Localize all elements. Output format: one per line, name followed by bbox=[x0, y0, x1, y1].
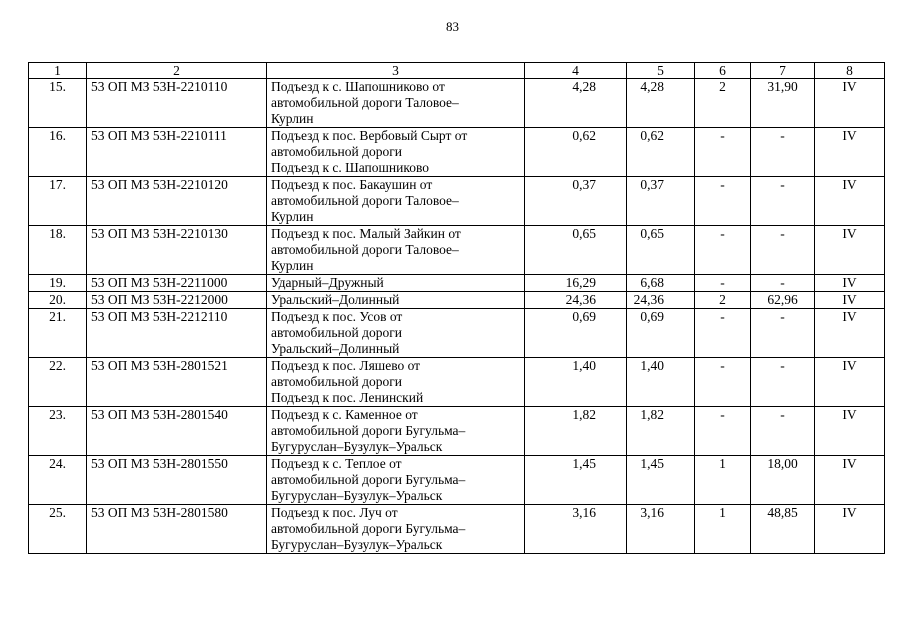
road-name bbox=[267, 275, 525, 292]
value-col-6: - bbox=[695, 358, 751, 407]
road-name bbox=[267, 309, 525, 358]
road-code: 53 ОП МЗ 53Н-2212110 bbox=[87, 309, 267, 358]
road-code: 53 ОП МЗ 53Н-2212000 bbox=[87, 292, 267, 309]
value-col-6: - bbox=[695, 275, 751, 292]
table-row bbox=[29, 456, 885, 505]
value-col-7: - bbox=[751, 177, 815, 226]
value-col-6: - bbox=[695, 128, 751, 177]
value-col-4: 0,65 bbox=[525, 226, 627, 275]
road-name-line: Подъезд к пос. Вербовый Сырт от bbox=[271, 128, 468, 143]
table-row bbox=[29, 128, 885, 177]
road-code: 53 ОП МЗ 53Н-2801580 bbox=[87, 505, 267, 554]
header-cell-2: 2 bbox=[87, 63, 267, 79]
table-row bbox=[29, 275, 885, 292]
table-body bbox=[29, 63, 885, 554]
page-number: 83 bbox=[446, 19, 459, 34]
road-code: 53 ОП МЗ 53Н-2210111 bbox=[87, 128, 267, 177]
road-name-line: Подъезд к с. Каменное от bbox=[271, 407, 418, 422]
category: IV bbox=[815, 177, 885, 226]
value-col-7: - bbox=[751, 275, 815, 292]
road-name-line: Уральский–Долинный bbox=[271, 341, 400, 356]
table-row bbox=[29, 505, 885, 554]
value-col-7: - bbox=[751, 358, 815, 407]
value-col-5: 0,69 bbox=[627, 309, 695, 358]
header-cell-3: 3 bbox=[267, 63, 525, 79]
table-row bbox=[29, 226, 885, 275]
table-row bbox=[29, 407, 885, 456]
value-col-4: 0,62 bbox=[525, 128, 627, 177]
value-col-7: - bbox=[751, 309, 815, 358]
category: IV bbox=[815, 505, 885, 554]
row-number: 20. bbox=[29, 292, 87, 309]
row-number: 22. bbox=[29, 358, 87, 407]
road-name-line: Подъезд к пос. Малый Зайкин от bbox=[271, 226, 461, 241]
road-name-line: Подъезд к пос. Бакаушин от bbox=[271, 177, 433, 192]
row-number: 18. bbox=[29, 226, 87, 275]
row-number: 25. bbox=[29, 505, 87, 554]
road-name-line: Уральский–Долинный bbox=[271, 292, 400, 307]
road-name bbox=[267, 456, 525, 505]
value-col-5: 0,65 bbox=[627, 226, 695, 275]
header-cell-7: 7 bbox=[751, 63, 815, 79]
category: IV bbox=[815, 456, 885, 505]
road-name-line: автомобильной дороги bbox=[271, 144, 402, 159]
row-number: 23. bbox=[29, 407, 87, 456]
road-name bbox=[267, 79, 525, 128]
header-cell-1: 1 bbox=[29, 63, 87, 79]
road-name bbox=[267, 177, 525, 226]
roads-table bbox=[28, 62, 885, 554]
table-row bbox=[29, 79, 885, 128]
road-name-line: Ударный–Дружный bbox=[271, 275, 384, 290]
value-col-7: 62,96 bbox=[751, 292, 815, 309]
value-col-4: 0,69 bbox=[525, 309, 627, 358]
value-col-5: 1,45 bbox=[627, 456, 695, 505]
value-col-5: 1,40 bbox=[627, 358, 695, 407]
value-col-7: 31,90 bbox=[751, 79, 815, 128]
value-col-5: 0,62 bbox=[627, 128, 695, 177]
value-col-4: 1,40 bbox=[525, 358, 627, 407]
road-name-line: Подъезд к с. Шапошниково от bbox=[271, 79, 445, 94]
road-code: 53 ОП МЗ 53Н-2211000 bbox=[87, 275, 267, 292]
category: IV bbox=[815, 407, 885, 456]
road-name bbox=[267, 128, 525, 177]
road-code: 53 ОП МЗ 53Н-2801521 bbox=[87, 358, 267, 407]
category: IV bbox=[815, 275, 885, 292]
category: IV bbox=[815, 358, 885, 407]
road-name bbox=[267, 226, 525, 275]
road-name bbox=[267, 358, 525, 407]
road-name-line: Подъезд к пос. Усов от bbox=[271, 309, 403, 324]
road-code: 53 ОП МЗ 53Н-2801550 bbox=[87, 456, 267, 505]
value-col-6: 1 bbox=[695, 456, 751, 505]
table-row bbox=[29, 309, 885, 358]
value-col-6: 2 bbox=[695, 79, 751, 128]
category: IV bbox=[815, 309, 885, 358]
road-name-line: Курлин bbox=[271, 258, 314, 273]
value-col-7: 48,85 bbox=[751, 505, 815, 554]
road-name-line: автомобильной дороги bbox=[271, 374, 402, 389]
row-number: 19. bbox=[29, 275, 87, 292]
road-code: 53 ОП МЗ 53Н-2210110 bbox=[87, 79, 267, 128]
road-name-line: Бугуруслан–Бузулук–Уральск bbox=[271, 488, 443, 503]
row-number: 16. bbox=[29, 128, 87, 177]
road-name-line: Подъезд к с. Теплое от bbox=[271, 456, 402, 471]
row-number: 17. bbox=[29, 177, 87, 226]
road-name-line: автомобильной дороги Таловое– bbox=[271, 242, 459, 257]
road-name-line: Курлин bbox=[271, 209, 314, 224]
table-row bbox=[29, 358, 885, 407]
value-col-5: 3,16 bbox=[627, 505, 695, 554]
value-col-7: - bbox=[751, 226, 815, 275]
road-name-line: Курлин bbox=[271, 111, 314, 126]
road-code: 53 ОП МЗ 53Н-2210120 bbox=[87, 177, 267, 226]
value-col-5: 1,82 bbox=[627, 407, 695, 456]
road-name-line: автомобильной дороги Бугульма– bbox=[271, 472, 466, 487]
header-row bbox=[29, 63, 885, 79]
header-cell-8: 8 bbox=[815, 63, 885, 79]
road-name-line: Подъезд к пос. Ленинский bbox=[271, 390, 424, 405]
value-col-5: 6,68 bbox=[627, 275, 695, 292]
value-col-5: 4,28 bbox=[627, 79, 695, 128]
row-number: 15. bbox=[29, 79, 87, 128]
header-cell-4: 4 bbox=[525, 63, 627, 79]
value-col-7: - bbox=[751, 128, 815, 177]
header-cell-6: 6 bbox=[695, 63, 751, 79]
row-number: 24. bbox=[29, 456, 87, 505]
road-name-line: Бугуруслан–Бузулук–Уральск bbox=[271, 439, 443, 454]
road-code: 53 ОП МЗ 53Н-2210130 bbox=[87, 226, 267, 275]
value-col-4: 16,29 bbox=[525, 275, 627, 292]
road-code: 53 ОП МЗ 53Н-2801540 bbox=[87, 407, 267, 456]
category: IV bbox=[815, 226, 885, 275]
value-col-6: - bbox=[695, 309, 751, 358]
value-col-4: 3,16 bbox=[525, 505, 627, 554]
header-cell-5: 5 bbox=[627, 63, 695, 79]
road-name-line: Подъезд к с. Шапошниково bbox=[271, 160, 430, 175]
road-name-line: автомобильной дороги Таловое– bbox=[271, 95, 459, 110]
road-name bbox=[267, 505, 525, 554]
value-col-6: - bbox=[695, 177, 751, 226]
value-col-4: 24,36 bbox=[525, 292, 627, 309]
category: IV bbox=[815, 128, 885, 177]
value-col-4: 0,37 bbox=[525, 177, 627, 226]
road-name bbox=[267, 407, 525, 456]
value-col-5: 0,37 bbox=[627, 177, 695, 226]
value-col-6: - bbox=[695, 226, 751, 275]
road-name-line: автомобильной дороги Бугульма– bbox=[271, 423, 466, 438]
row-number: 21. bbox=[29, 309, 87, 358]
value-col-6: - bbox=[695, 407, 751, 456]
road-name-line: автомобильной дороги Таловое– bbox=[271, 193, 459, 208]
road-name-line: Бугуруслан–Бузулук–Уральск bbox=[271, 537, 443, 552]
value-col-7: - bbox=[751, 407, 815, 456]
road-name-line: автомобильной дороги bbox=[271, 325, 402, 340]
table-row bbox=[29, 292, 885, 309]
road-name-line: Подъезд к пос. Ляшево от bbox=[271, 358, 421, 373]
road-name bbox=[267, 292, 525, 309]
value-col-7: 18,00 bbox=[751, 456, 815, 505]
category: IV bbox=[815, 79, 885, 128]
value-col-4: 1,82 bbox=[525, 407, 627, 456]
road-name-line: Подъезд к пос. Луч от bbox=[271, 505, 398, 520]
table-row bbox=[29, 177, 885, 226]
value-col-6: 2 bbox=[695, 292, 751, 309]
value-col-4: 1,45 bbox=[525, 456, 627, 505]
value-col-6: 1 bbox=[695, 505, 751, 554]
road-name-line: автомобильной дороги Бугульма– bbox=[271, 521, 466, 536]
value-col-4: 4,28 bbox=[525, 79, 627, 128]
category: IV bbox=[815, 292, 885, 309]
value-col-5: 24,36 bbox=[627, 292, 695, 309]
